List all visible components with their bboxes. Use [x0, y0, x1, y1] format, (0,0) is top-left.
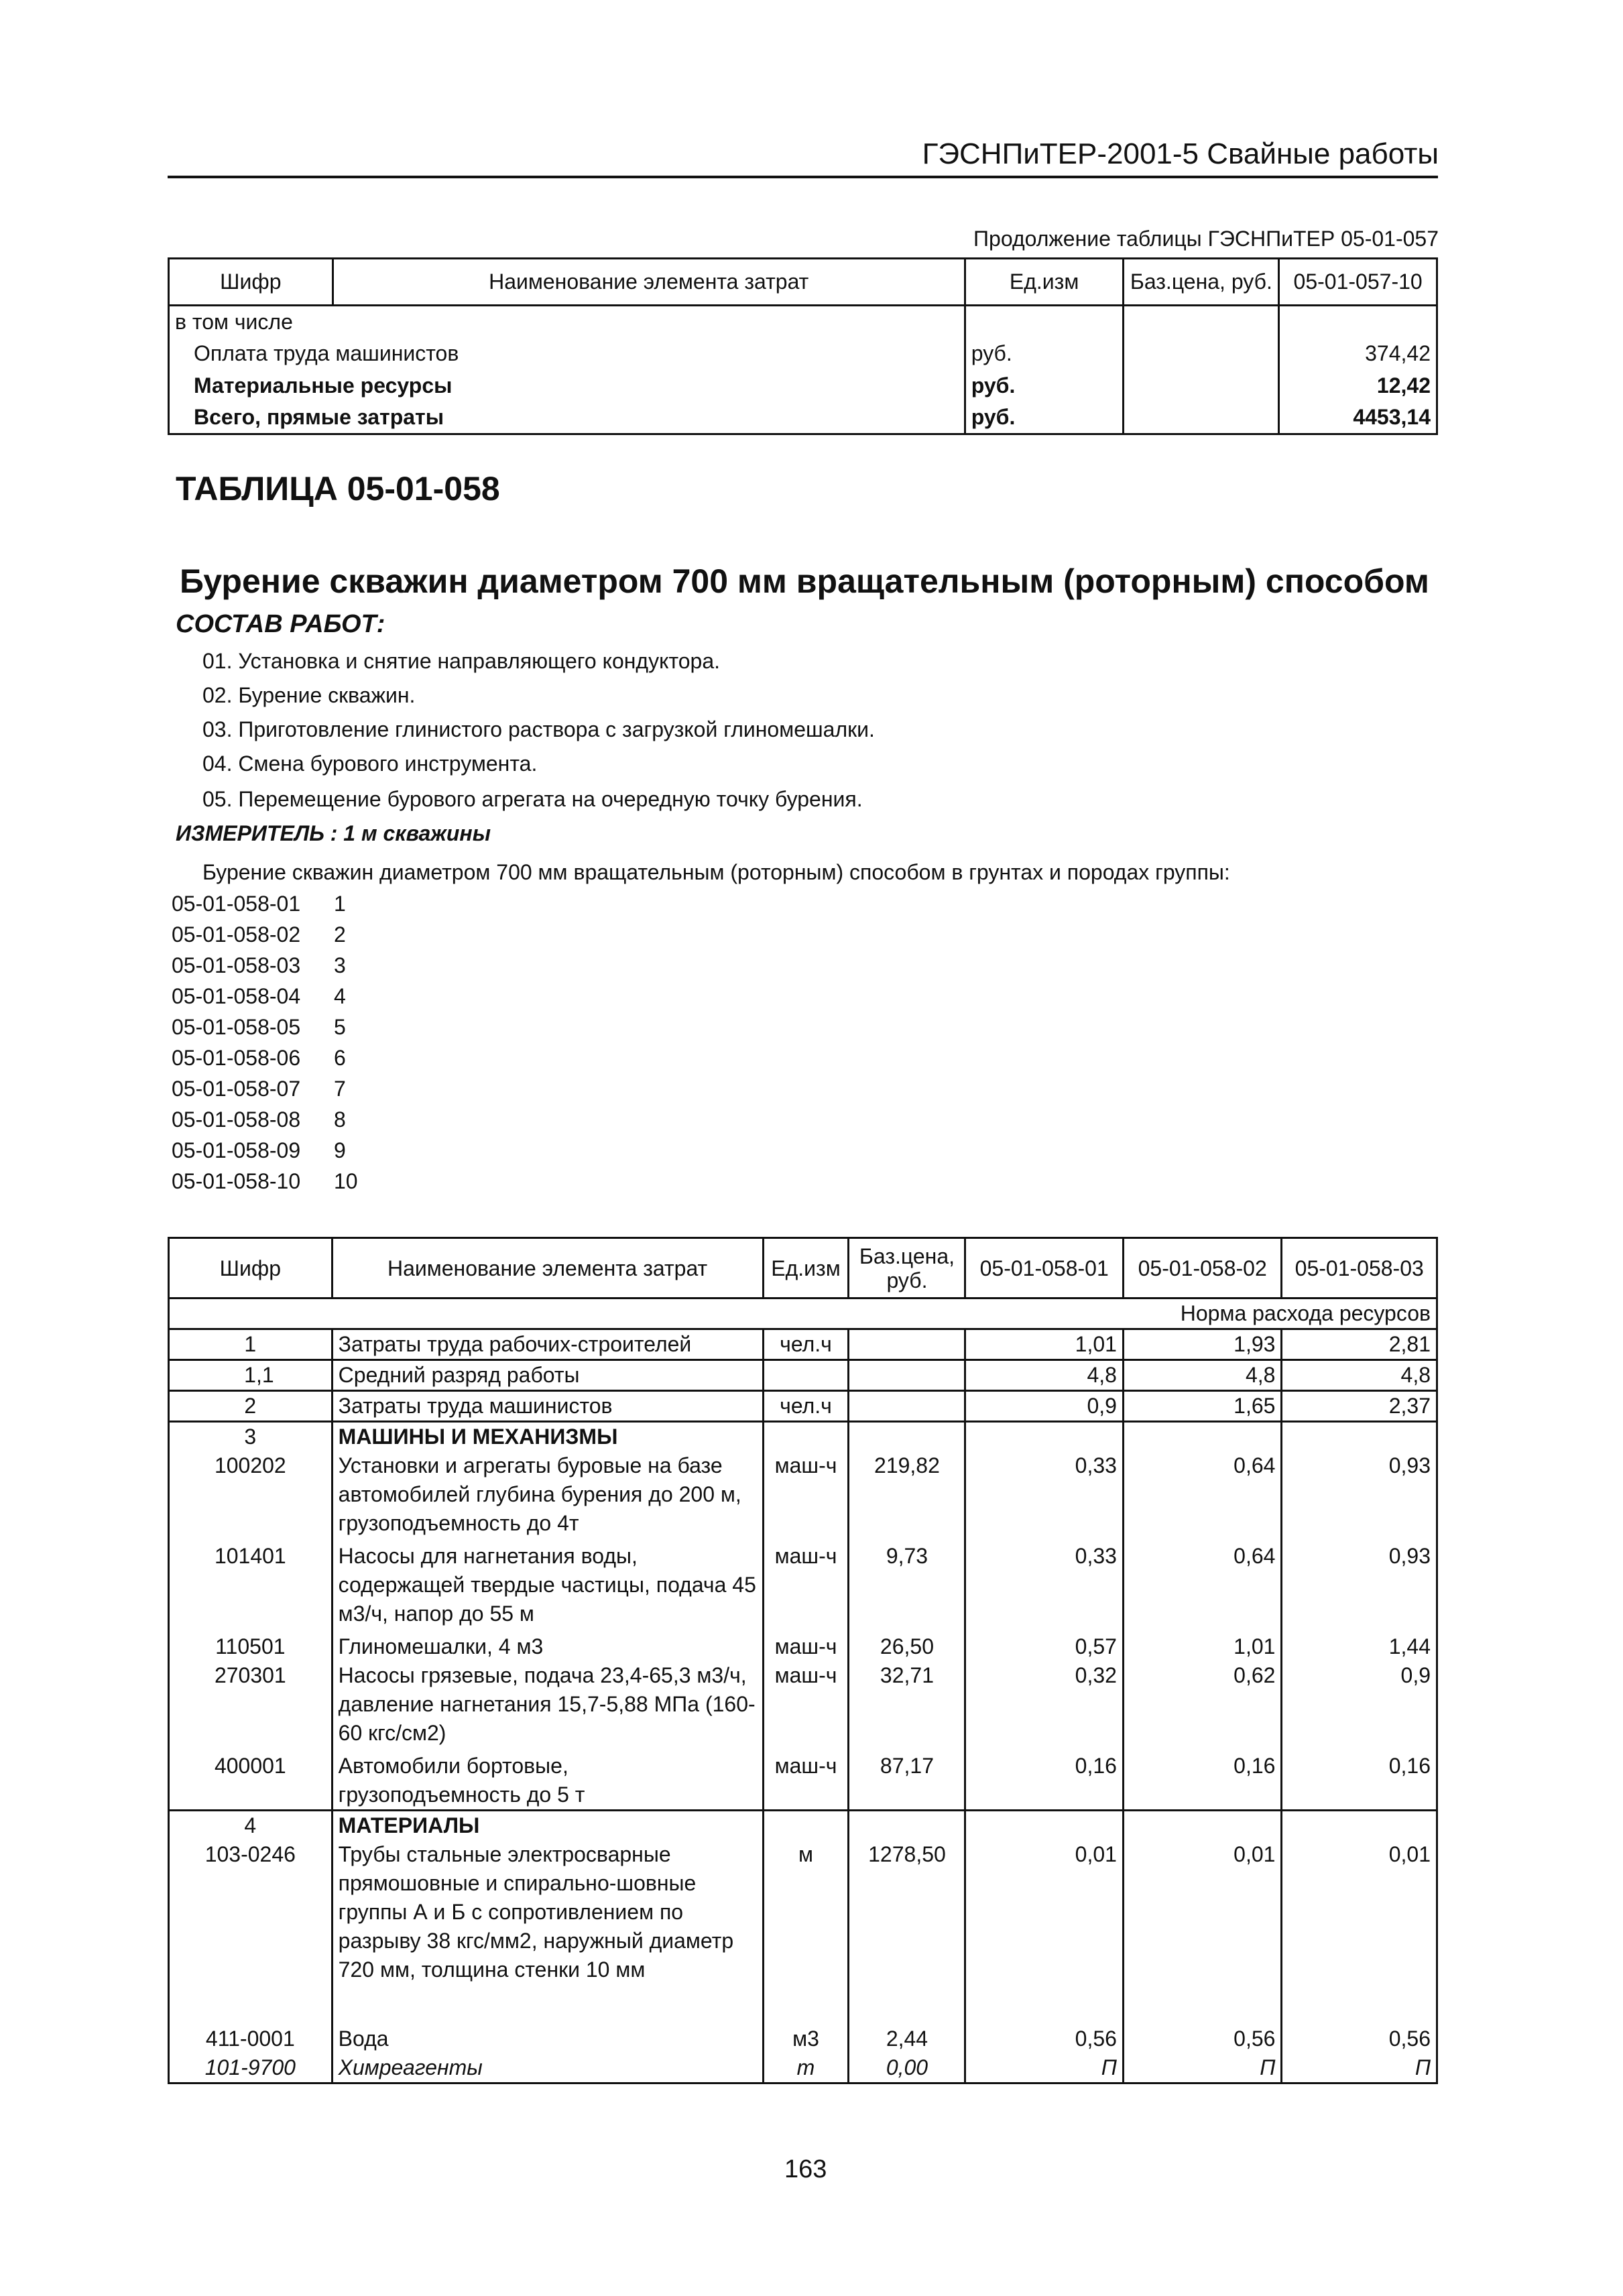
- code-item: 05-01-058-01: [172, 892, 301, 916]
- row-code: 1: [169, 1329, 333, 1360]
- row-unit: [763, 1422, 849, 1452]
- group-item: 6: [334, 1046, 346, 1070]
- code-item: 05-01-058-07: [172, 1077, 301, 1101]
- row-value: 0,56: [965, 2025, 1124, 2053]
- table-row: [169, 1391, 1437, 1422]
- row-price: 26,50: [849, 1632, 965, 1661]
- row-unit: м3: [763, 2025, 849, 2053]
- row-value: 4453,14: [1279, 402, 1437, 434]
- section-title: Бурение скважин диаметром 700 мм вращательным (роторным) способом: [180, 562, 1429, 600]
- table-row: [169, 1840, 1437, 1984]
- work-item: 01. Установка и снятие направляющего кондуктора.: [202, 649, 721, 673]
- row-price: 0,00: [849, 2053, 965, 2083]
- work-item: 03. Приготовление глинистого раствора с загрузкой глиномешалки.: [202, 717, 875, 741]
- row-name: Материальные ресурсы: [194, 373, 453, 398]
- table-row: [169, 1661, 1437, 1752]
- table-heading: ТАБЛИЦА 05-01-058: [176, 470, 500, 507]
- row-unit: руб.: [965, 370, 1124, 402]
- column-header: Шифр: [169, 1238, 333, 1298]
- norm-label: Норма расхода ресурсов: [169, 1298, 1437, 1329]
- row-value: [1282, 1811, 1437, 1841]
- row-price: 32,71: [849, 1661, 965, 1752]
- row-value: 0,9: [965, 1391, 1124, 1422]
- row-price: 1278,50: [849, 1840, 965, 1984]
- row-unit: маш-ч: [763, 1752, 849, 1811]
- row-value: [1282, 1422, 1437, 1452]
- row-price: [1124, 370, 1279, 402]
- row-price: [849, 1329, 965, 1360]
- row-name: Автомобили бортовые, грузоподъемность до 5 т: [332, 1752, 763, 1811]
- column-header: 05-01-058-01: [965, 1238, 1124, 1298]
- row-code: 101401: [169, 1542, 333, 1632]
- table-row: [169, 1422, 1437, 1452]
- spacer-row: [169, 1984, 1437, 2025]
- code-item: 05-01-058-10: [172, 1169, 301, 1193]
- row-value: 0,93: [1282, 1451, 1437, 1542]
- column-header: Наименование элемента затрат: [332, 1238, 763, 1298]
- row-value: 0,64: [1123, 1451, 1282, 1542]
- row-code: 100202: [169, 1451, 333, 1542]
- previous-table-header: [169, 259, 1437, 306]
- code-item: 05-01-058-08: [172, 1107, 301, 1132]
- row-name: Вода: [332, 2025, 763, 2053]
- row-name: Химреагенты: [332, 2053, 763, 2083]
- table-row: [169, 402, 1437, 434]
- table-row: [169, 370, 1437, 402]
- row-code: 101-9700: [169, 2053, 333, 2083]
- work-item: 05. Перемещение бурового агрегата на очередную точку бурения.: [202, 787, 863, 811]
- row-unit: маш-ч: [763, 1632, 849, 1661]
- row-code: 2: [169, 1391, 333, 1422]
- row-value: П: [1282, 2053, 1437, 2083]
- row-name: Трубы стальные электросварные прямошовные и спирально-шовные группы А и Б с сопротивлением по разрыву 38 кгс/мм2, наружный диаметр 720 мм, толщина стенки 10 мм: [332, 1840, 763, 1984]
- page-number: 163: [784, 2155, 827, 2183]
- continuation-caption: Продолжение таблицы ГЭСНПиТЕР 05-01-057: [973, 227, 1439, 251]
- group-item: 7: [334, 1077, 346, 1101]
- row-name: Затраты труда рабочих-строителей: [332, 1329, 763, 1360]
- table-row: [169, 1542, 1437, 1632]
- row-value: 2,81: [1282, 1329, 1437, 1360]
- table-row: [169, 1451, 1437, 1542]
- row-code: 3: [169, 1422, 333, 1452]
- row-price: 87,17: [849, 1752, 965, 1811]
- column-header: Наименование элемента затрат: [333, 259, 965, 306]
- row-unit: маш-ч: [763, 1451, 849, 1542]
- row-value: 0,01: [1123, 1840, 1282, 1984]
- group-item: 8: [334, 1107, 346, 1132]
- row-value: 0,16: [1123, 1752, 1282, 1811]
- work-item: 04. Смена бурового инструмента.: [202, 751, 538, 776]
- row-value: 1,01: [965, 1329, 1124, 1360]
- row-price: [849, 1422, 965, 1452]
- row-name: Насосы грязевые, подача 23,4-65,3 м3/ч, давление нагнетания 15,7-5,88 МПа (160-60 кгс/см2): [332, 1661, 763, 1752]
- row-unit: т: [763, 2053, 849, 2083]
- row-value: 0,33: [965, 1451, 1124, 1542]
- resource-table: [168, 1237, 1438, 2084]
- row-value: 1,65: [1123, 1391, 1282, 1422]
- row-value: 0,62: [1123, 1661, 1282, 1752]
- code-item: 05-01-058-02: [172, 922, 301, 947]
- row-name: Оплата труда машинистов: [194, 341, 459, 365]
- row-name: в том числе: [169, 306, 965, 338]
- row-value: 0,56: [1282, 2025, 1437, 2053]
- row-unit: [965, 306, 1124, 338]
- row-price: [1124, 306, 1279, 338]
- norm-label-row: [169, 1298, 1437, 1329]
- table-row: [169, 2025, 1437, 2053]
- table-row: [169, 1360, 1437, 1391]
- resource-table-header: [169, 1238, 1437, 1298]
- table-row: [169, 338, 1437, 370]
- row-value: 0,9: [1282, 1661, 1437, 1752]
- column-header: Ед.изм: [763, 1238, 849, 1298]
- code-item: 05-01-058-06: [172, 1046, 301, 1070]
- column-header: 05-01-058-02: [1123, 1238, 1282, 1298]
- table-row: [169, 1752, 1437, 1811]
- row-value: 12,42: [1279, 370, 1437, 402]
- row-name: Насосы для нагнетания воды, содержащей твердые частицы, подача 45 м3/ч, напор до 55 м: [332, 1542, 763, 1632]
- row-unit: маш-ч: [763, 1661, 849, 1752]
- row-name: Затраты труда машинистов: [332, 1391, 763, 1422]
- table-row: [169, 1632, 1437, 1661]
- row-value: 0,32: [965, 1661, 1124, 1752]
- row-unit: м: [763, 1840, 849, 1984]
- group-item: 5: [334, 1015, 346, 1039]
- row-price: [849, 1391, 965, 1422]
- group-item: 3: [334, 953, 346, 977]
- row-value: [965, 1422, 1124, 1452]
- group-item: 1: [334, 892, 346, 916]
- row-value: П: [965, 2053, 1124, 2083]
- intro-text: Бурение скважин диаметром 700 мм вращательным (роторным) способом в грунтах и породах группы:: [202, 860, 1230, 884]
- row-value: 1,01: [1123, 1632, 1282, 1661]
- row-value: 0,93: [1282, 1542, 1437, 1632]
- row-unit: [763, 1360, 849, 1391]
- column-header: Баз.цена, руб.: [1124, 259, 1279, 306]
- row-price: [849, 1811, 965, 1841]
- row-value: 0,16: [965, 1752, 1124, 1811]
- row-value: 0,16: [1282, 1752, 1437, 1811]
- row-name: Средний разряд работы: [332, 1360, 763, 1391]
- table-row: [169, 2053, 1437, 2083]
- column-header: Баз.цена, руб.: [849, 1238, 965, 1298]
- group-item: 9: [334, 1138, 346, 1162]
- row-code: 4: [169, 1811, 333, 1841]
- row-value: [1123, 1422, 1282, 1452]
- row-code: 411-0001: [169, 2025, 333, 2053]
- row-unit: руб.: [965, 402, 1124, 434]
- previous-table: [168, 257, 1438, 435]
- code-item: 05-01-058-05: [172, 1015, 301, 1039]
- row-name: МАШИНЫ И МЕХАНИЗМЫ: [332, 1422, 763, 1452]
- table-row: [169, 1329, 1437, 1360]
- work-item: 02. Бурение скважин.: [202, 683, 416, 707]
- header-rule: [168, 176, 1438, 178]
- row-name: Глиномешалки, 4 м3: [332, 1632, 763, 1661]
- row-price: 2,44: [849, 2025, 965, 2053]
- measurement-unit: ИЗМЕРИТЕЛЬ : 1 м скважины: [176, 821, 491, 845]
- row-code: 270301: [169, 1661, 333, 1752]
- row-name: Установки и агрегаты буровые на базе автомобилей глубина бурения до 200 м, грузоподъемность до 4т: [332, 1451, 763, 1542]
- row-name: МАТЕРИАЛЫ: [332, 1811, 763, 1841]
- table-row: [169, 1811, 1437, 1841]
- row-unit: маш-ч: [763, 1542, 849, 1632]
- row-value: 0,56: [1123, 2025, 1282, 2053]
- code-item: 05-01-058-09: [172, 1138, 301, 1162]
- row-price: [1124, 338, 1279, 370]
- row-price: [1124, 402, 1279, 434]
- code-item: 05-01-058-03: [172, 953, 301, 977]
- row-value: 1,93: [1123, 1329, 1282, 1360]
- row-value: 374,42: [1279, 338, 1437, 370]
- row-unit: чел.ч: [763, 1391, 849, 1422]
- row-value: 0,57: [965, 1632, 1124, 1661]
- running-header: ГЭСНПиТЕР-2001-5 Свайные работы: [922, 137, 1439, 170]
- row-value: П: [1123, 2053, 1282, 2083]
- row-value: 1,44: [1282, 1632, 1437, 1661]
- group-item: 4: [334, 984, 346, 1008]
- column-header: 05-01-057-10: [1279, 259, 1437, 306]
- column-header: Ед.изм: [965, 259, 1124, 306]
- work-composition-label: СОСТАВ РАБОТ:: [176, 610, 385, 638]
- row-value: 2,37: [1282, 1391, 1437, 1422]
- row-value: [965, 1811, 1124, 1841]
- row-code: 400001: [169, 1752, 333, 1811]
- group-item: 2: [334, 922, 346, 947]
- row-value: 4,8: [1282, 1360, 1437, 1391]
- row-unit: чел.ч: [763, 1329, 849, 1360]
- row-value: 0,64: [1123, 1542, 1282, 1632]
- row-value: 0,01: [965, 1840, 1124, 1984]
- row-code: 103-0246: [169, 1840, 333, 1984]
- column-header: 05-01-058-03: [1282, 1238, 1437, 1298]
- row-price: [849, 1360, 965, 1391]
- row-value: 0,33: [965, 1542, 1124, 1632]
- row-value: 4,8: [1123, 1360, 1282, 1391]
- code-item: 05-01-058-04: [172, 984, 301, 1008]
- row-unit: [763, 1811, 849, 1841]
- row-price: 219,82: [849, 1451, 965, 1542]
- row-code: 110501: [169, 1632, 333, 1661]
- group-item: 10: [334, 1169, 358, 1193]
- row-name: Всего, прямые затраты: [194, 405, 444, 430]
- row-value: 4,8: [965, 1360, 1124, 1391]
- row-unit: руб.: [965, 338, 1124, 370]
- column-header: Шифр: [169, 259, 333, 306]
- row-price: 9,73: [849, 1542, 965, 1632]
- row-value: 0,01: [1282, 1840, 1437, 1984]
- row-code: 1,1: [169, 1360, 333, 1391]
- table-row: [169, 306, 1437, 338]
- row-value: [1123, 1811, 1282, 1841]
- row-value: [1279, 306, 1437, 338]
